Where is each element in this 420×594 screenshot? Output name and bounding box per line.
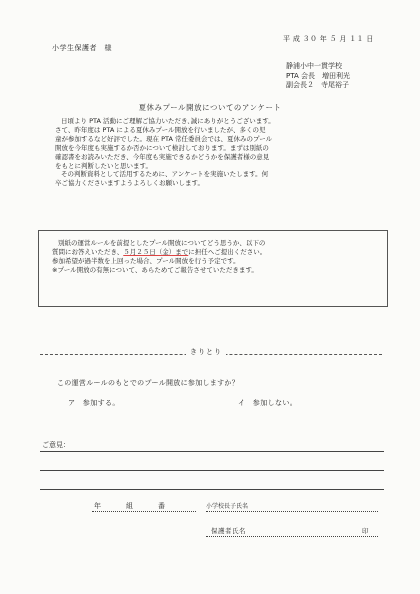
notice-line: 別紙の運営ルールを前提としたプール開放についてどう思うか、以下の: [58, 239, 266, 247]
sender-pta-president: PTA 会長 増田利光: [286, 71, 350, 80]
intro-paragraph: [55, 117, 385, 188]
seal-mark: 印: [362, 527, 369, 535]
intro-line: 日頃より PTA 活動にご理解ご協力いただき､誠にありがとうございます。: [61, 117, 275, 125]
intro-line: 童が参加するなど好評でした。現在 PTA 常任委員会では、夏休みのプール: [55, 134, 273, 143]
number-label: 番: [158, 502, 165, 510]
notice-line: ※プール開放の有無について、あらためてご報告させていただきます。: [52, 265, 258, 274]
student-name-field[interactable]: [206, 511, 378, 512]
document-title: 夏休みプール開放についてのアンケート: [138, 103, 282, 112]
date: 平 成 ３０ 年 ５ 月 １１ 日: [283, 35, 374, 43]
notice-text: [52, 239, 382, 275]
sender-vice-president: 副会長２ 寺尾裕子: [286, 81, 349, 90]
survey-question: この運営ルールのもとでのプール開放に参加しますか？: [57, 379, 240, 387]
intro-line: をもとに判断したいと思います。: [55, 161, 152, 170]
opinion-label: ご意見：: [42, 441, 70, 449]
intro-line: さて、昨年度は PTA による夏休みプール開放を行いましたが、多くの児: [55, 125, 266, 134]
guardian-name-field[interactable]: [206, 536, 378, 537]
student-name-label: 小学校長子氏名: [206, 503, 249, 510]
notice-line: [52, 248, 382, 257]
class-label: 組: [126, 502, 133, 510]
recipient: 小学生保護者 様: [52, 44, 112, 52]
intro-line: 卒ご協力くださいますようよろしくお願いします。: [55, 179, 204, 188]
intro-line: 開放を今年度も実施するか否かについて検討しております。まずは別紙の: [55, 143, 269, 152]
option-attend[interactable]: ア 参加する。: [68, 399, 120, 407]
grade-label: 年: [94, 502, 101, 510]
notice-text-segment: に担任へご提出ください。: [188, 247, 267, 256]
guardian-name-label: 保護者氏名: [211, 527, 246, 535]
sender-block: [286, 62, 350, 91]
intro-line: 確認書をお読みいただき、今年度も実施できるかどうかを保護者様の意見: [55, 152, 270, 161]
deadline: ５月２５日（金）まで: [123, 247, 189, 256]
class-number-field[interactable]: [92, 511, 196, 512]
cut-label: きりとり: [186, 348, 226, 357]
option-not-attend[interactable]: イ 参加しない。: [238, 399, 298, 407]
opinion-line[interactable]: [40, 470, 384, 471]
opinion-line[interactable]: [40, 489, 384, 490]
notice-line: 参加希望が過半数を上回った場合、プール開放を行う予定です。: [52, 256, 240, 265]
opinion-line[interactable]: [40, 451, 384, 452]
intro-line: その判断資料として活用するために、アンケートを実施いたします。何: [61, 170, 269, 179]
notice-text-segment: 質問にお答えいただき、: [52, 247, 124, 256]
sender-school: 静浦小中一貫学校: [286, 62, 342, 70]
